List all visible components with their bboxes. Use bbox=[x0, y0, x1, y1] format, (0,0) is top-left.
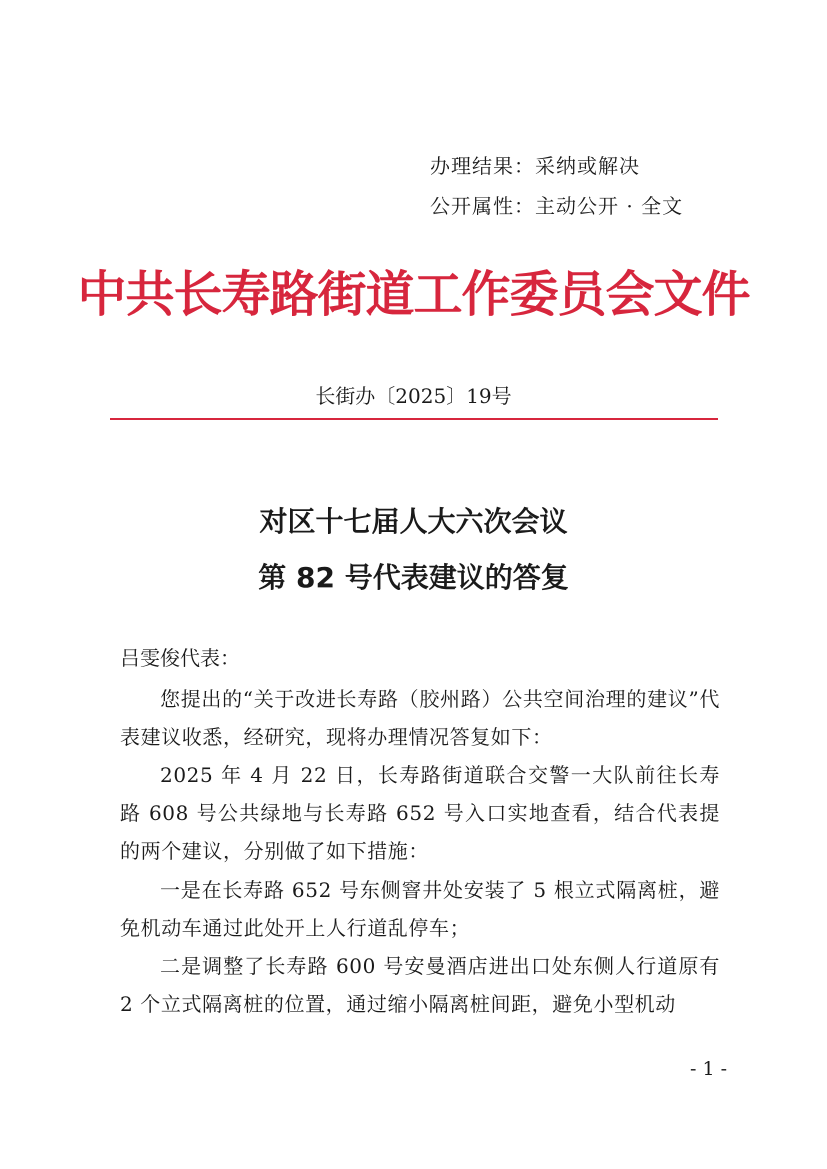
header-divider bbox=[110, 418, 718, 420]
page-number: - 1 - bbox=[690, 1058, 728, 1080]
reply-title-line-2: 第 82 号代表建议的答复 bbox=[258, 561, 569, 594]
body-paragraph: 一是在长寿路 652 号东侧窨井处安装了 5 根立式隔离桩，避免机动车通过此处开上人行道乱停车； bbox=[120, 878, 720, 940]
disclosure-attribute: 公开属性：主动公开 · 全文 bbox=[430, 194, 684, 218]
document-number: 长街办〔2025〕19号 bbox=[315, 384, 512, 408]
handling-result: 办理结果：采纳或解决 bbox=[430, 154, 640, 178]
document-header-title: 中共长寿路街道工作委员会文件 bbox=[77, 266, 750, 323]
body-paragraph: 二是调整了长寿路 600 号安曼酒店进出口处东侧人行道原有 2 个立式隔离桩的位置，通过缩小隔离桩间距，避免小型机动 bbox=[120, 954, 720, 1016]
reply-title-line-1: 对区十七届人大六次会议 bbox=[259, 505, 568, 538]
body-paragraph: 2025 年 4 月 22 日，长寿路街道联合交警一大队前往长寿路 608 号公共绿地与长寿路 652 号入口实地查看，结合代表提的两个建议，分别做了如下措施： bbox=[120, 763, 720, 863]
body-paragraph: 您提出的“关于改进长寿路（胶州路）公共空间治理的建议”代表建议收悉，经研究，现将办理情况答复如下： bbox=[120, 687, 720, 749]
salutation: 吕雯俊代表： bbox=[120, 646, 240, 670]
